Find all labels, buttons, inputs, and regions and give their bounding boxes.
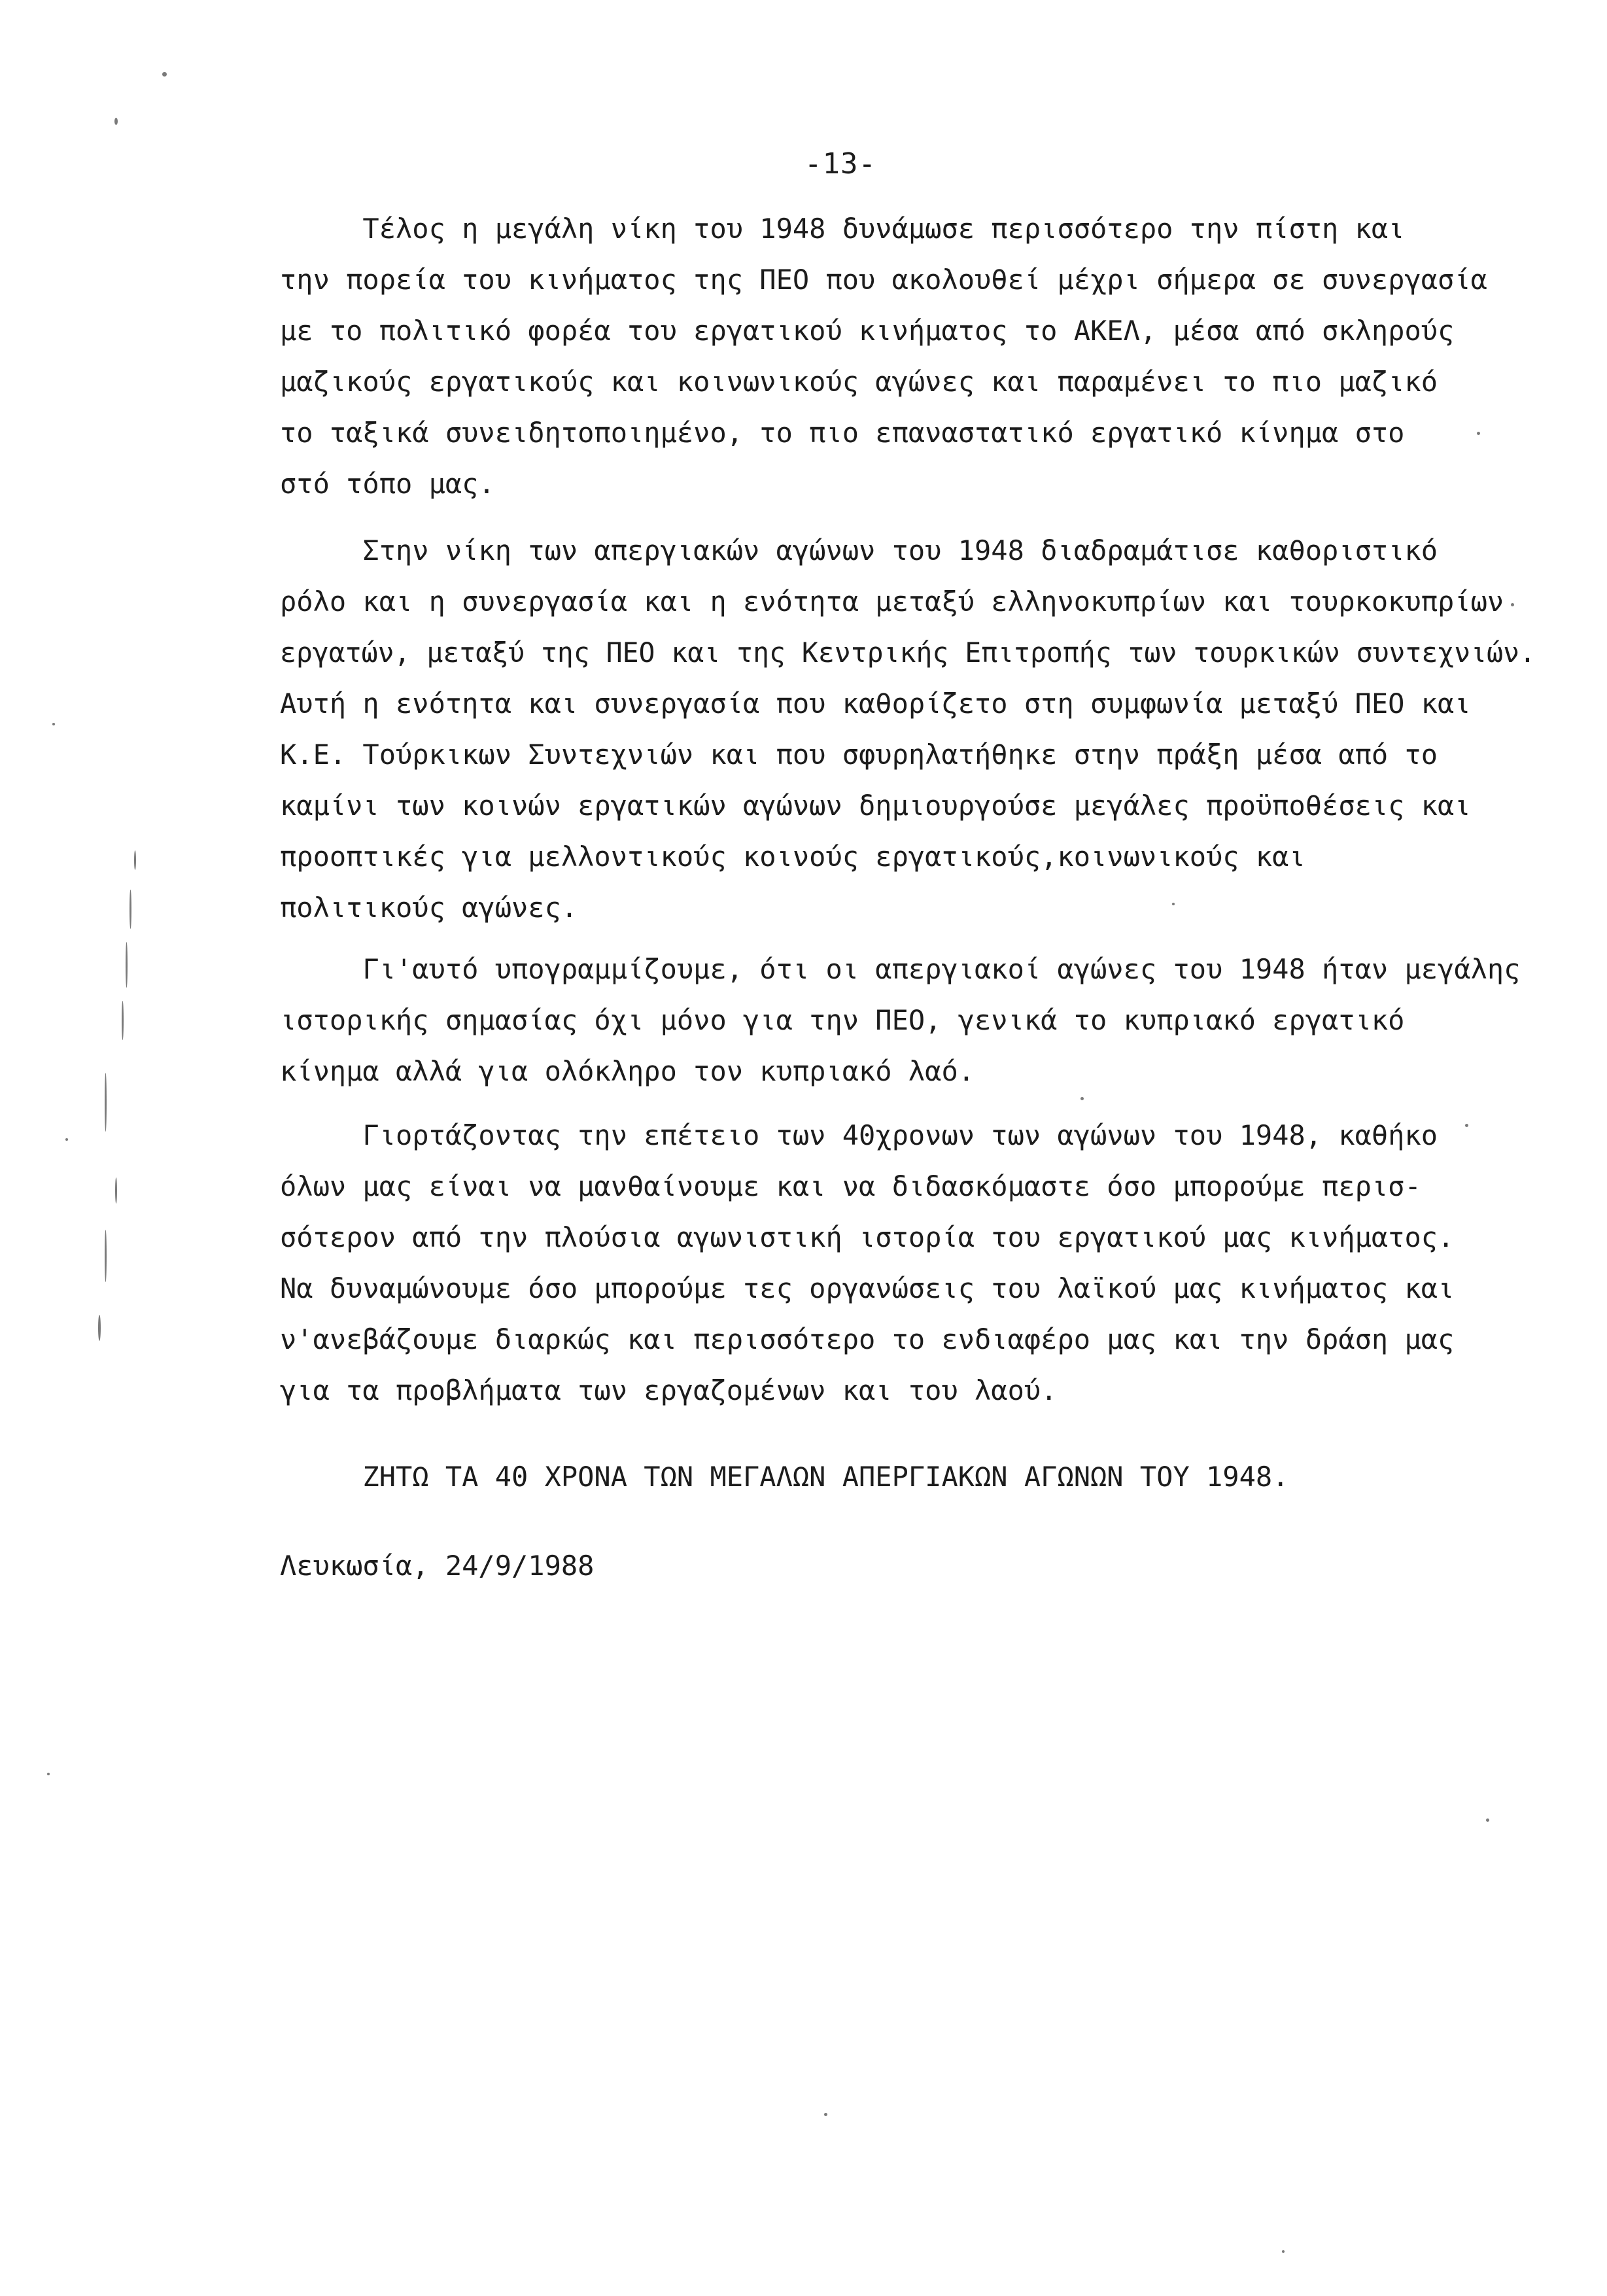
paragraph-3-line-1: Γι'αυτό υπογραμμίζουμε, ότι οι απεργιακοί αγώνες του 1948 ήταν μεγάλης <box>280 953 1521 985</box>
scan-speck <box>134 850 136 870</box>
scan-speck <box>1486 1818 1489 1822</box>
paragraph-2-line-7: προοπτικές για μελλοντικούς κοινούς εργατικούς,κοινωνικούς και <box>280 841 1305 873</box>
paragraph-4-line-6: για τα προβλήματα των εργαζομένων και του λαού. <box>280 1374 1058 1406</box>
paragraph-3-line-3: κίνημα αλλά για ολόκληρο τον κυπριακό λαό. <box>280 1055 975 1087</box>
paragraph-2-line-2: ρόλο και η συνεργασία και η ενότητα μεταξύ ελληνοκυπρίων και τουρκοκυπρίων <box>280 585 1504 617</box>
scan-speck <box>1477 432 1480 435</box>
page-number: -13- <box>804 147 876 181</box>
scan-speck <box>824 2113 827 2116</box>
paragraph-3-line-2: ιστορικής σημασίας όχι μόνο για την ΠΕΟ, γενικά το κυπριακό εργατικό <box>280 1004 1405 1036</box>
paragraph-2-line-6: καμίνι των κοινών εργατικών αγώνων δημιουργούσε μεγάλες προϋποθέσεις και <box>280 790 1471 822</box>
scan-speck <box>1172 903 1175 905</box>
paragraph-2-line-1: Στην νίκη των απεργιακών αγώνων του 1948 διαδραμάτισε καθοριστικό <box>280 534 1438 566</box>
scan-speck <box>52 723 55 725</box>
paragraph-1-line-2: την πορεία του κινήματος της ΠΕΟ που ακολουθεί μέχρι σήμερα σε συνεργασία <box>280 264 1487 296</box>
scan-speck <box>115 1177 117 1204</box>
scan-speck <box>65 1138 68 1141</box>
scan-speck <box>98 1315 101 1341</box>
scan-speck <box>105 1073 107 1132</box>
scan-speck <box>114 118 118 125</box>
scan-speck <box>122 1001 124 1040</box>
paragraph-4-line-3: σότερον από την πλούσια αγωνιστική ιστορία του εργατικού μας κινήματος. <box>280 1221 1455 1253</box>
paragraph-4-line-2: όλων μας είναι να μανθαίνουμε και να διδασκόμαστε όσο μπορούμε περισ- <box>280 1170 1421 1202</box>
scan-speck <box>47 1773 50 1775</box>
scan-speck <box>162 72 167 77</box>
scan-speck <box>126 942 128 988</box>
place-and-date: Λευκωσία, 24/9/1988 <box>280 1550 595 1582</box>
paragraph-2-line-8: πολιτικούς αγώνες. <box>280 892 578 924</box>
paragraph-4-line-1: Γιορτάζοντας την επέτειο των 40χρονων των αγώνων του 1948, καθήκο <box>280 1119 1438 1151</box>
paragraph-1-line-1: Τέλος η μεγάλη νίκη του 1948 δυνάμωσε περισσότερο την πίστη και <box>280 213 1405 245</box>
scan-speck <box>1465 1124 1468 1127</box>
paragraph-2-line-3: εργατών, μεταξύ της ΠΕΟ και της Κεντρικής Επιτροπής των τουρκικών συντεχνιών. <box>280 636 1536 669</box>
scan-speck <box>105 1230 107 1282</box>
paragraph-4-line-4: Να δυναμώνουμε όσο μπορούμε τες οργανώσεις του λαϊκού μας κινήματος και <box>280 1272 1455 1304</box>
scan-speck <box>1282 2250 1285 2253</box>
paragraph-1-line-3: με το πολιτικό φορέα του εργατικού κινήματος το ΑΚΕΛ, μέσα από σκληρούς <box>280 315 1455 347</box>
closing-slogan: ΖΗΤΩ ΤΑ 40 ΧΡΟΝΑ ΤΩΝ ΜΕΓΑΛΩΝ ΑΠΕΡΓΙΑΚΩΝ ΑΓΩΝΩΝ ΤΟΥ 1948. <box>280 1461 1289 1493</box>
paragraph-1-line-4: μαζικούς εργατικούς και κοινωνικούς αγώνες και παραμένει το πιο μαζικό <box>280 366 1438 398</box>
paragraph-1-line-6: στό τόπο μας. <box>280 468 495 500</box>
paragraph-2-line-5: Κ.Ε. Τούρκικων Συντεχνιών και που σφυρηλατήθηκε στην πράξη μέσα από το <box>280 739 1438 771</box>
paragraph-4-line-5: ν'ανεβάζουμε διαρκώς και περισσότερο το ενδιαφέρο μας και την δράση μας <box>280 1323 1455 1355</box>
paragraph-2-line-4: Αυτή η ενότητα και συνεργασία που καθορίζετο στη συμφωνία μεταξύ ΠΕΟ και <box>280 687 1471 720</box>
paragraph-1-line-5: το ταξικά συνειδητοποιημένο, το πιο επαναστατικό εργατικό κίνημα στο <box>280 417 1405 449</box>
scan-speck <box>1511 603 1514 606</box>
scan-speck <box>1080 1097 1084 1100</box>
scan-speck <box>130 890 131 929</box>
